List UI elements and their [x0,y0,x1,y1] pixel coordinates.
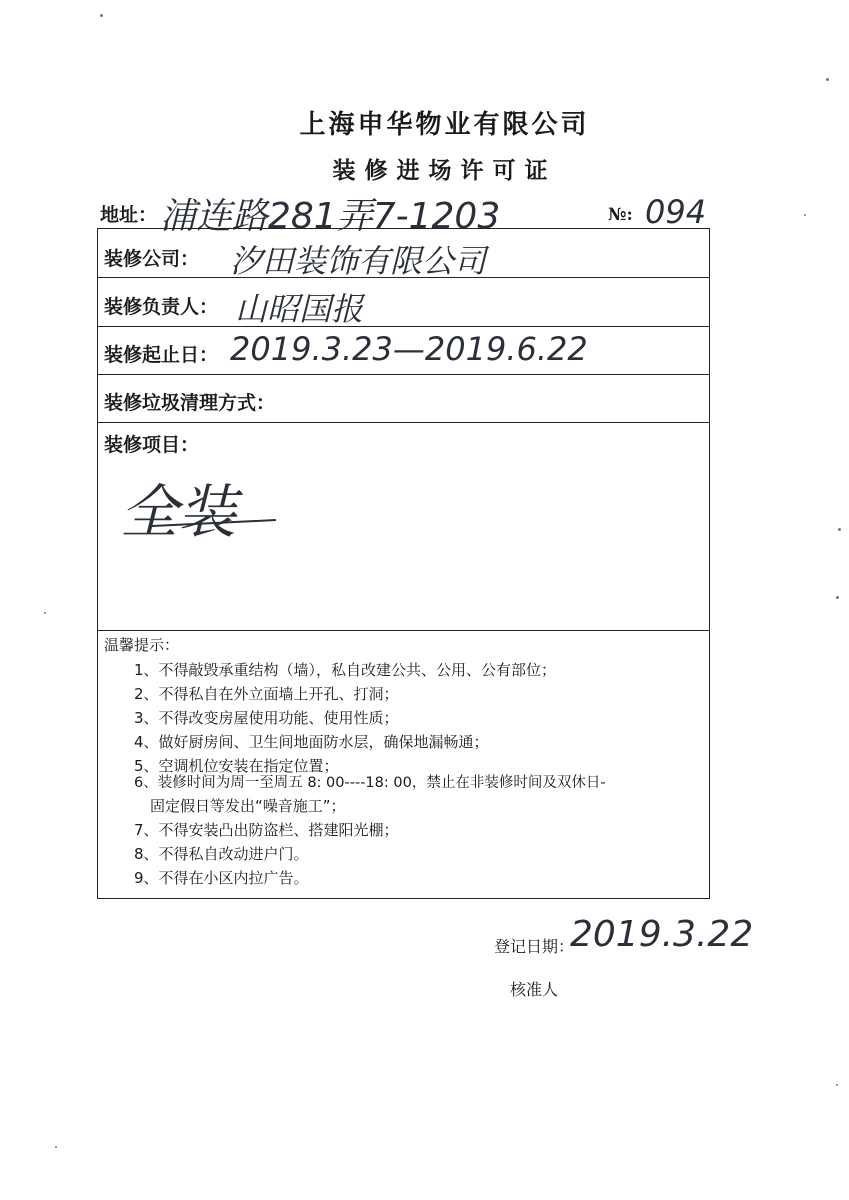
address-value: 浦连路281弄7-1203 [160,196,501,237]
period-field-value: 2019.3.23—2019.6.22 [230,330,588,368]
register-date-value: 2019.3.22 [570,914,754,955]
scan-speck [55,1146,57,1148]
notice-item: 1、不得敲毁承重结构（墙），私自改建公共、公用、公有部位； [134,661,557,679]
number-value: 094 [645,193,707,231]
approver-label: 核准人 [510,980,559,999]
row-divider [97,326,710,327]
scan-speck [836,1084,838,1086]
manager-field-label: 装修负责人： [104,296,219,318]
notice-item: 3、不得改变房屋使用功能、使用性质； [134,709,399,727]
row-divider [97,630,710,631]
notice-item: 8、不得私自改动进户门。 [134,845,309,863]
scan-speck [804,214,806,216]
notice-heading: 温馨提示： [104,636,180,654]
notice-item: 2、不得私自在外立面墙上开孔、打洞； [134,685,399,703]
project-field-label: 装修项目： [104,434,200,456]
address-label: 地址： [100,204,158,226]
notice-item-continued: 固定假日等发出“噪音施工”； [150,797,346,815]
scan-speck [100,14,103,17]
project-field-value: 全装 [120,478,237,546]
scan-speck [44,612,46,614]
scan-speck [836,596,839,599]
scan-speck [838,528,841,531]
row-divider [97,374,710,375]
scan-speck [826,78,829,81]
register-date-label: 登记日期： [494,937,575,956]
number-label: №: [608,205,633,225]
row-divider [97,422,710,423]
notice-item: 5、空调机位安装在指定位置； [134,757,339,775]
manager-field-value: 山昭国报 [235,290,364,328]
underline-stroke [150,512,280,532]
company-field-value: 汐田装饰有限公司 [230,242,487,280]
company-field-label: 装修公司： [104,248,200,270]
notice-item: 7、不得安装凸出防盗栏、搭建阳光棚； [134,821,399,839]
notice-item: 6、装修时间为周一至周五 8: 00----18: 00，禁止在非装修时间及双休日- [134,775,606,791]
company-name: 上海申华物业有限公司 [299,110,590,140]
waste-method-field-label: 装修垃圾清理方式： [104,392,276,414]
notice-item: 9、不得在小区内拉广告。 [134,869,309,887]
notice-item: 4、做好厨房间、卫生间地面防水层，确保地漏畅通； [134,733,489,751]
period-field-label: 装修起止日： [104,344,219,366]
document-title: 装修进场许可证 [332,157,557,184]
